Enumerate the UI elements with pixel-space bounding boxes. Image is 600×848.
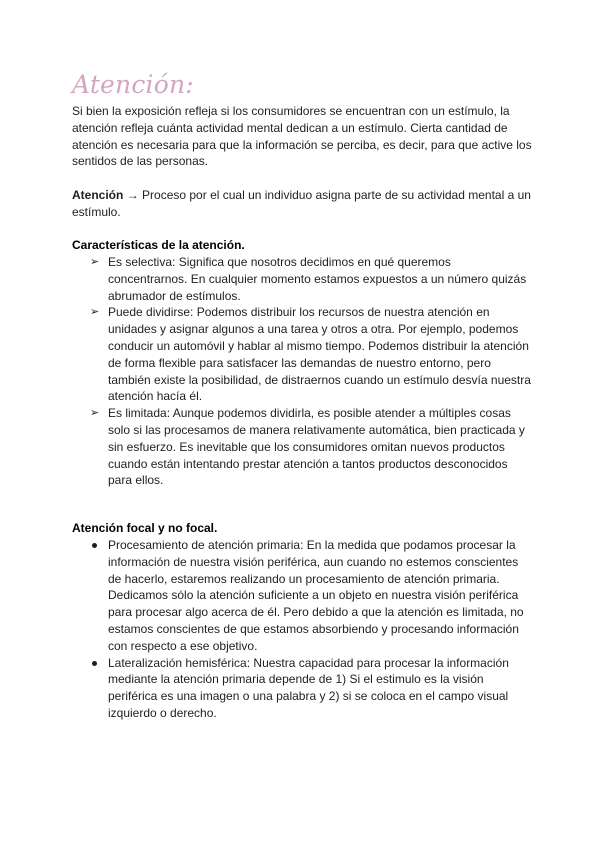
- characteristics-list: [72, 254, 532, 489]
- bullet-dot-icon: [92, 661, 97, 666]
- section-heading-focal: Atención focal y no focal.: [72, 521, 218, 535]
- list-item: [72, 304, 532, 405]
- arrow-bullet-icon: ➢: [90, 256, 100, 268]
- list-item: [72, 405, 532, 489]
- arrow-icon: →: [126, 188, 139, 202]
- page-title: Atención:: [72, 70, 194, 99]
- definition-text: Proceso por el cual un individuo asigna parte de su actividad mental a un estímulo.: [72, 188, 531, 219]
- focal-list: [72, 537, 532, 722]
- list-item-text: Es limitada: Aunque podemos dividirla, es posible atender a múltiples cosas solo si las procesamos de manera relativamente automática, bien practicada y sin esfuerzo. Es inevitable que los consumidores omitan nuevos productos cuando están intentando prestar atención a tantos productos desconocidos para ellos.: [108, 406, 525, 488]
- arrow-bullet-icon: ➢: [90, 306, 100, 319]
- list-item: [72, 254, 532, 304]
- definition-term: Atención: [72, 188, 124, 202]
- list-item-text: Lateralización hemisférica: Nuestra capacidad para procesar la información mediante la atención primaria depende de 1) Si el estimulo es la visión periférica es una imagen o una palabra y 2) si se coloca en el campo visual izquierdo o derecho.: [108, 655, 509, 720]
- definition-paragraph: [72, 187, 532, 221]
- intro-paragraph: Si bien la exposición refleja si los consumidores se encuentran con un estímulo, la atención refleja cuánta actividad mental dedican a un estímulo. Cierta cantidad de atención es necesaria para que la información se perciba, es decir, para que active los sentidos de las personas.: [72, 104, 532, 169]
- list-item: [72, 537, 532, 655]
- arrow-bullet-icon: ➢: [90, 407, 100, 420]
- list-item-text: Es selectiva: Significa que nosotros decidimos en qué queremos concentrarnos. En cualquier momento estamos expuestos a un número quizás abrumador de estímulos.: [108, 255, 527, 303]
- section-heading-characteristics: Características de la atención.: [72, 238, 245, 252]
- list-item: [72, 655, 532, 722]
- bullet-dot-icon: [92, 543, 97, 548]
- list-item-text: Puede dividirse: Podemos distribuir los recursos de nuestra atención en unidades y asignar algunos a una tarea y otros a otra. Por ejemplo, podemos conducir un automóvil y hablar al mismo tiempo. Podemos distribuir la atención de forma flexible para satisfacer las demandas de nuestro entorno, pero también existe la posibilidad, de distraernos cuando un estímulo desvía nuestra atención hacía él.: [108, 305, 531, 404]
- list-item-text: Procesamiento de atención primaria: En la medida que podamos procesar la información de nuestra visión periférica, aun cuando no estemos conscientes de hacerlo, estaremos realizando un procesamiento de atención primaria. Dedicamos sólo la atención suficiente a un objeto en nuestra visión periférica para procesar algo acerca de él. Pero debido a que la atención es limitada, no estamos conscientes de que estamos absorbiendo y procesando información con respecto a ese objetivo.: [108, 538, 524, 653]
